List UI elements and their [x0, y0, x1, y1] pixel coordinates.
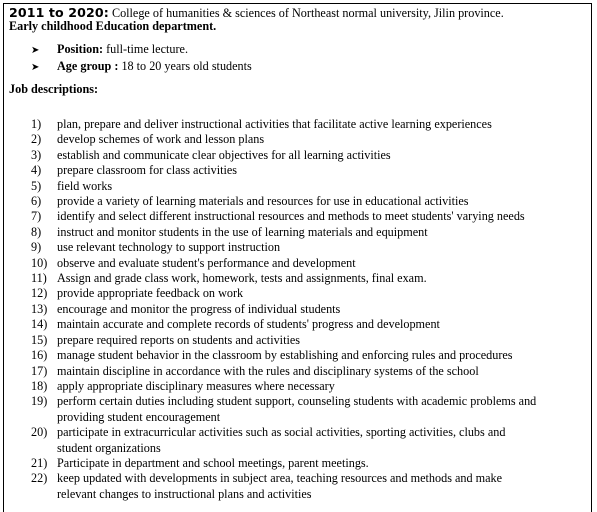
duty-item: [0, 148, 589, 163]
duty-number: 15): [31, 332, 48, 347]
duty-text: field works: [57, 178, 113, 193]
duty-item: [0, 456, 589, 471]
duty-number: 13): [31, 301, 48, 316]
duty-item: [0, 132, 589, 147]
duty-number: 14): [31, 317, 48, 332]
age-group-label: Age group :: [57, 59, 119, 73]
duty-text: prepare classroom for class activities: [57, 163, 238, 178]
duty-number: 2): [31, 132, 42, 147]
duty-text: Assign and grade class work, homework, tests and assignments, final exam.: [57, 271, 427, 286]
duty-text: perform certain duties including student support, counseling students with academic problems and: [57, 394, 537, 409]
duty-number: 12): [31, 286, 48, 301]
duty-number: 7): [31, 209, 42, 224]
duty-text: observe and evaluate student's performance and development: [57, 255, 356, 270]
duty-number: 16): [31, 348, 48, 363]
duty-number: 9): [31, 240, 42, 255]
duty-item: [0, 471, 589, 502]
duty-text: instruct and monitor students in the use of learning materials and equipment: [57, 224, 428, 239]
duty-text: maintain accurate and complete records of students' progress and development: [57, 317, 440, 332]
duty-number: 8): [31, 224, 42, 239]
duty-text: establish and communicate clear objectives for all learning activities: [57, 147, 391, 162]
arrow-bullet-icon: ➤: [31, 62, 40, 73]
duty-number: 10): [31, 255, 48, 270]
duty-text: provide a variety of learning materials and resources for use in educational activities: [57, 194, 469, 209]
duty-number: 21): [31, 455, 48, 470]
duty-text: prepare required reports on students and activities: [57, 332, 300, 347]
duty-item: [0, 117, 589, 132]
duty-text: relevant changes to instructional plans and activities: [57, 486, 312, 501]
department-name: Early childhood Education department.: [9, 19, 217, 33]
duty-item: [0, 256, 589, 271]
duty-number: 22): [31, 471, 48, 486]
duty-item: [0, 209, 589, 224]
employment-period: 2011 to 2020:: [9, 5, 109, 20]
arrow-bullet-icon: ➤: [31, 45, 40, 56]
duty-text: providing student encouragement: [57, 409, 221, 424]
duty-text: keep updated with developments in subject area, teaching resources and methods and make: [57, 471, 503, 486]
duty-text: apply appropriate disciplinary measures where necessary: [57, 378, 335, 393]
institution-name: College of humanities & sciences of Northeast normal university, Jilin province.: [111, 6, 504, 20]
duty-text: provide appropriate feedback on work: [57, 286, 244, 301]
duty-item: [0, 286, 589, 301]
duty-item: [0, 379, 589, 394]
duty-item: [0, 333, 589, 348]
duty-item: [0, 194, 589, 209]
age-group-value: 18 to 20 years old students: [121, 59, 252, 73]
duty-item: [0, 179, 589, 194]
duty-item: [0, 394, 589, 425]
duty-number: 18): [31, 378, 48, 393]
age-group-bullet: [31, 59, 252, 75]
duty-item: [0, 271, 589, 286]
duty-text: develop schemes of work and lesson plans: [57, 132, 265, 147]
duty-item: [0, 364, 589, 379]
duty-text: participate in extracurricular activities such as social activities, sporting activities, clubs and: [57, 425, 506, 440]
position-value: full-time lecture.: [106, 42, 188, 56]
duty-text: Participate in department and school meetings, parent meetings.: [57, 455, 369, 470]
duty-number: 19): [31, 394, 48, 409]
duty-number: 4): [31, 163, 42, 178]
duty-text: identify and select different instructional resources and methods to meet students' varying needs: [57, 209, 525, 224]
position-bullet: [31, 42, 188, 58]
duty-item: [0, 317, 589, 332]
duty-number: 17): [31, 363, 48, 378]
duties-list: [0, 117, 589, 502]
duty-text: maintain discipline in accordance with the rules and disciplinary systems of the school: [57, 363, 479, 378]
duty-number: 3): [31, 147, 42, 162]
duty-number: 11): [31, 271, 47, 286]
duty-item: [0, 348, 589, 363]
duty-text: plan, prepare and deliver instructional activities that facilitate active learning experiences: [57, 117, 492, 131]
duty-text: student organizations: [57, 440, 161, 455]
duty-text: encourage and monitor the progress of individual students: [57, 301, 341, 316]
duty-number: 20): [31, 425, 48, 440]
job-descriptions-heading: Job descriptions:: [9, 82, 99, 96]
duty-text: use relevant technology to support instruction: [57, 240, 281, 255]
position-label: Position:: [57, 42, 104, 56]
duty-item: [0, 425, 589, 456]
duty-text: manage student behavior in the classroom by establishing and enforcing rules and procedures: [57, 348, 513, 363]
duty-number: 6): [31, 194, 42, 209]
duty-item: [0, 302, 589, 317]
duty-number: 1): [31, 117, 42, 131]
duty-item: [0, 163, 589, 178]
duty-item: [0, 225, 589, 240]
duty-item: [0, 240, 589, 255]
duty-number: 5): [31, 178, 42, 193]
